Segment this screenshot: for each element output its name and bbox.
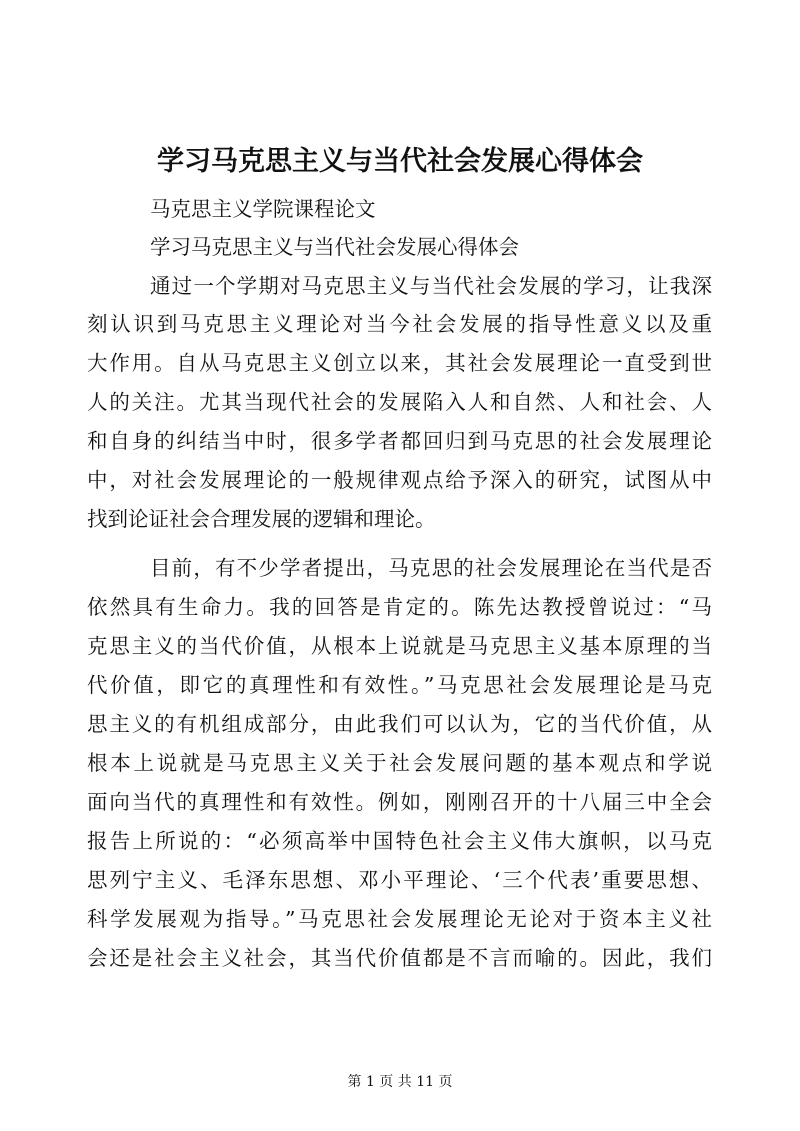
paragraph-line: 思主义的有机组成部分，由此我们可以认为，它的当代价值，从 — [87, 712, 712, 736]
document-title: 学习马克思主义与当代社会发展心得体会 — [157, 146, 643, 177]
paragraph-line: 找到论证社会合理发展的逻辑和理论。 — [87, 507, 436, 531]
paragraph-line: 大作用。自从马克思主义创立以来，其社会发展理论一直受到世 — [87, 351, 712, 375]
paragraph-line: 克思主义的当代价值，从根本上说就是马克思主义基本原理的当 — [87, 634, 712, 658]
paragraph-line: 刻认识到马克思主义理论对当今社会发展的指导性意义以及重 — [87, 312, 712, 336]
paragraph-line: 报告上所说的：“必须高举中国特色社会主义伟大旗帜，以马克 — [87, 829, 712, 853]
paragraph-line: 科学发展观为指导。”马克思社会发展理论无论对于资本主义社 — [87, 907, 712, 931]
paragraph-line: 根本上说就是马克思主义关于社会发展问题的基本观点和学说 — [87, 751, 712, 775]
paragraph-line: 思列宁主义、毛泽东思想、邓小平理论、‘三个代表’重要思想、 — [87, 868, 712, 892]
paragraph-line: 会还是社会主义社会，其当代价值都是不言而喻的。因此，我们 — [87, 946, 712, 970]
page-indicator: 第 1 页 共 11 页 — [347, 1074, 453, 1090]
paragraph-line: 依然具有生命力。我的回答是肯定的。陈先达教授曾说过：“马 — [87, 595, 712, 619]
subtitle-essay-title: 学习马克思主义与当代社会发展心得体会 — [150, 235, 519, 259]
paragraph-line: 通过一个学期对马克思主义与当代社会发展的学习，让我深 — [150, 274, 712, 298]
paragraph-line: 和自身的纠结当中时，很多学者都回归到马克思的社会发展理论 — [87, 429, 712, 453]
paragraph-line: 代价值，即它的真理性和有效性。”马克思社会发展理论是马克 — [87, 673, 712, 697]
paragraph-line: 人的关注。尤其当现代社会的发展陷入人和自然、人和社会、人 — [87, 390, 712, 414]
paragraph-line: 中，对社会发展理论的一般规律观点给予深入的研究，试图从中 — [87, 468, 712, 492]
subtitle-course-paper: 马克思主义学院课程论文 — [150, 197, 376, 221]
paragraph-line: 面向当代的真理性和有效性。例如，刚刚召开的十八届三中全会 — [87, 790, 712, 814]
paragraph-line: 目前，有不少学者提出，马克思的社会发展理论在当代是否 — [150, 556, 712, 580]
